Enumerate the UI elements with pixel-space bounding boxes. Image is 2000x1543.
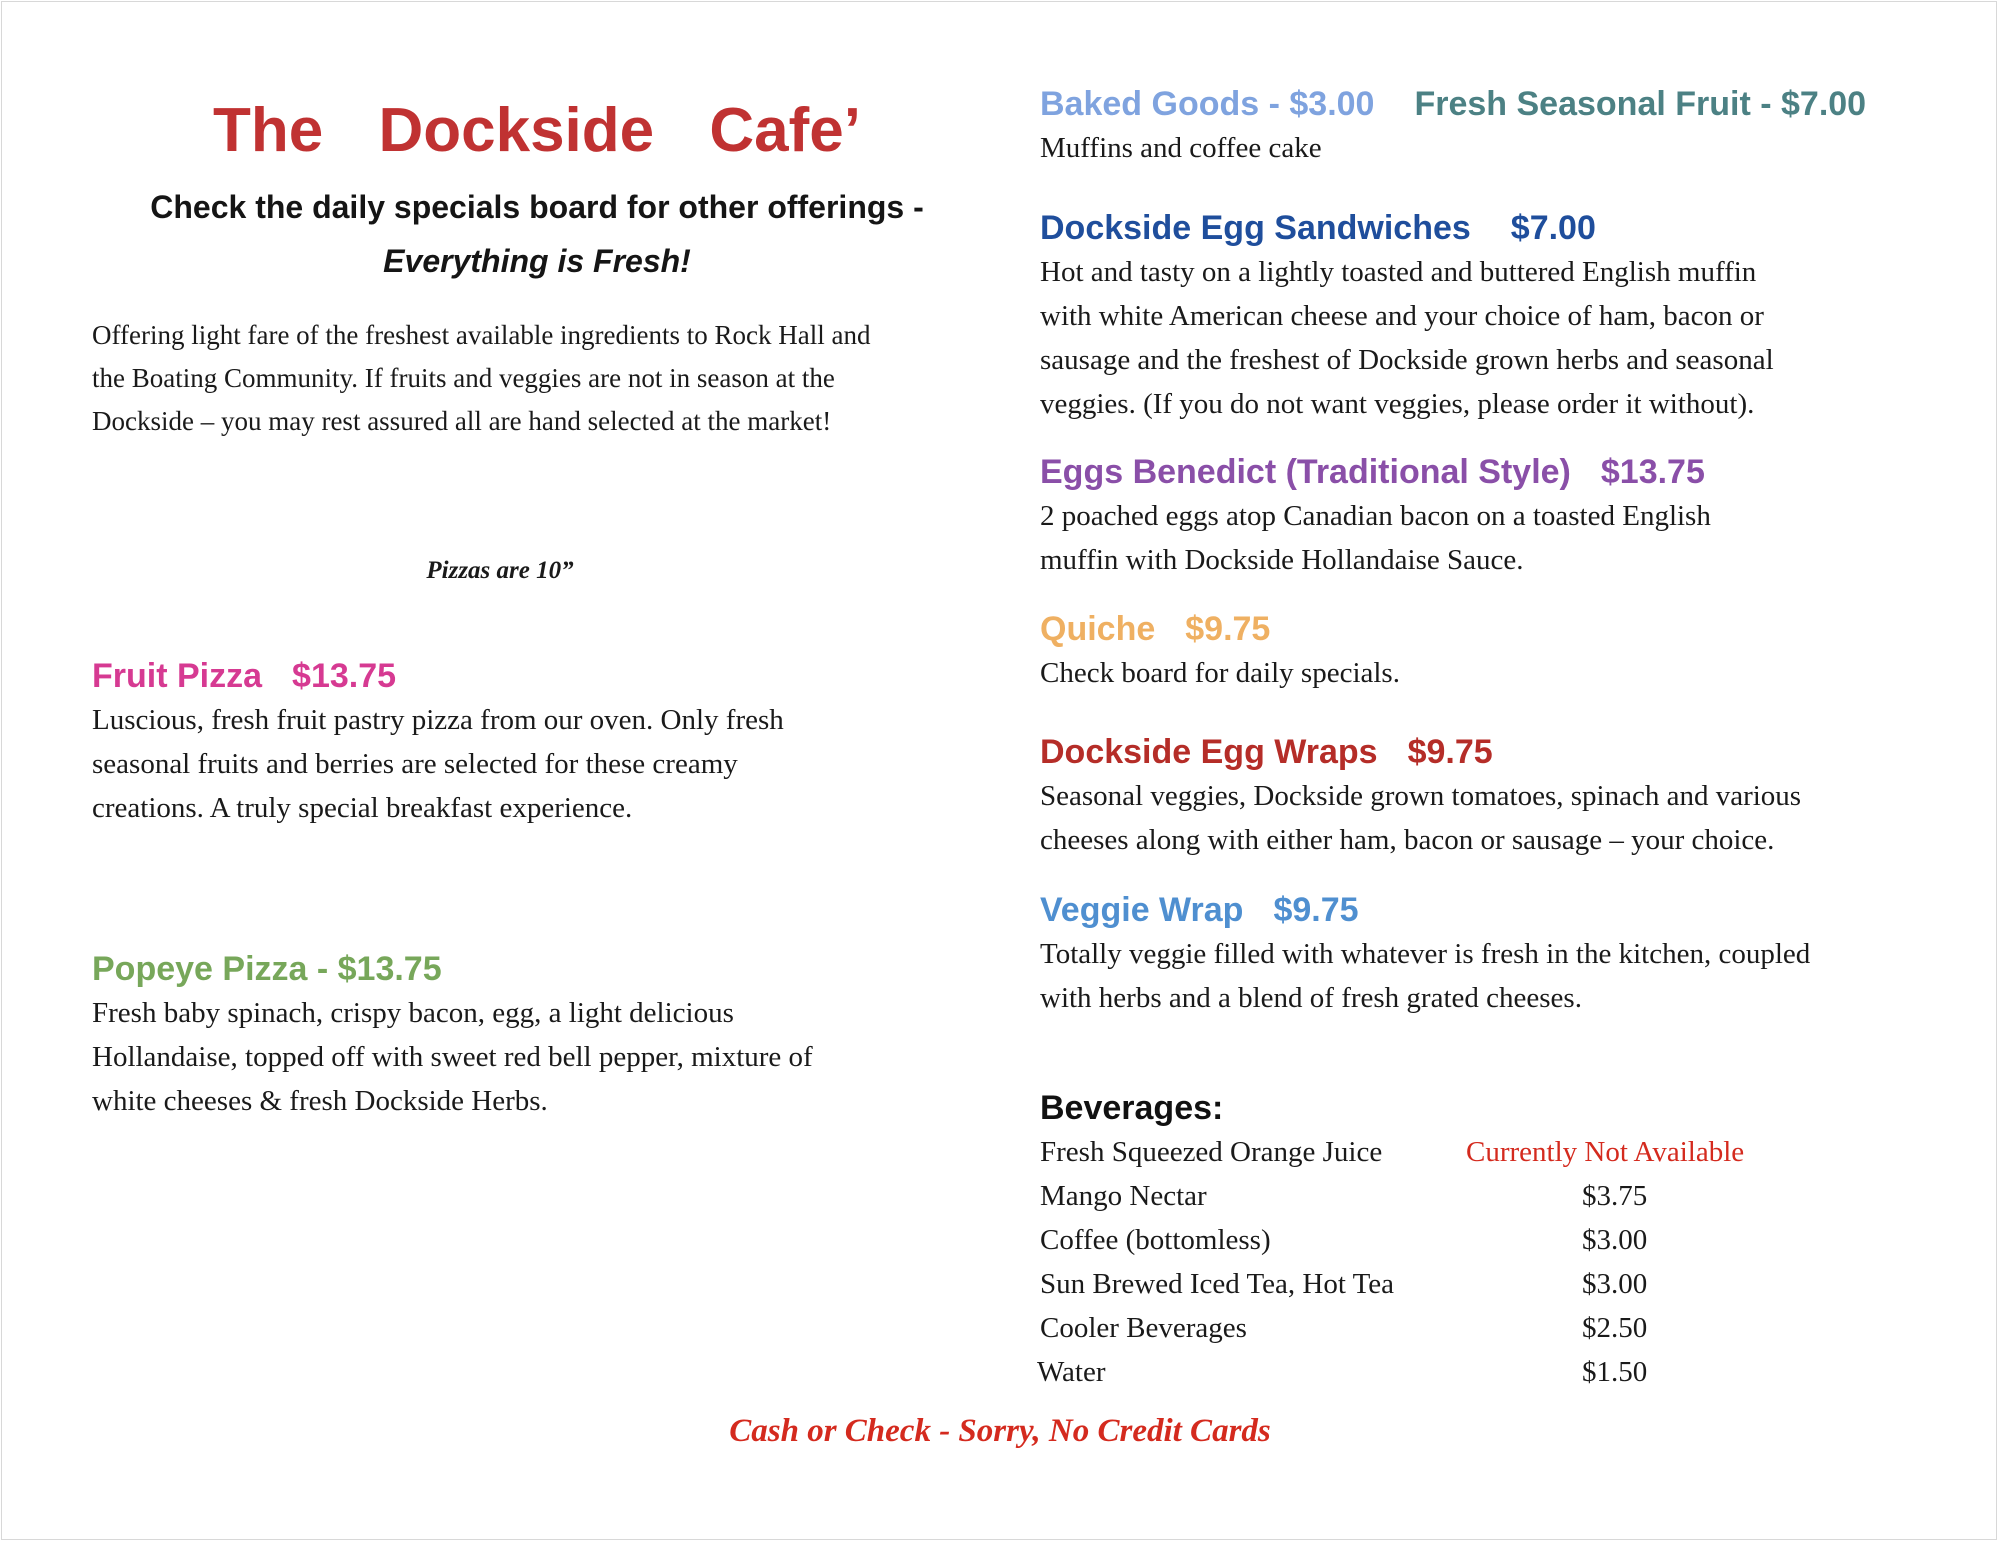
desc-line: Hollandaise, topped off with sweet red bell pepper, mixture of xyxy=(92,1041,813,1073)
item-name: Quiche xyxy=(1040,610,1156,648)
seasonal-fruit-title: Fresh Seasonal Fruit - $7.00 xyxy=(1414,85,1867,123)
item-price: $13.75 xyxy=(1600,453,1705,491)
intro-paragraph xyxy=(92,314,992,443)
desc-line: Luscious, fresh fruit pastry pizza from our oven. Only fresh xyxy=(92,704,784,736)
item-description xyxy=(1040,250,1940,426)
beverage-row xyxy=(1040,1262,1940,1306)
desc-line: Hot and tasty on a lightly toasted and buttered English muffin xyxy=(1040,256,1757,288)
cafe-title: The Dockside Cafe’ xyxy=(213,96,861,165)
desc-line: Fresh baby spinach, crispy bacon, egg, a light delicious xyxy=(92,997,734,1029)
intro-line: the Boating Community. If fruits and veggies are not in season at the xyxy=(92,363,835,393)
beverage-price: $3.00 xyxy=(1582,1224,1648,1256)
menu-item-popeye-pizza xyxy=(92,947,992,1123)
specials-note: Check the daily specials board for other offerings - xyxy=(150,189,924,225)
intro-line: Offering light fare of the freshest available ingredients to Rock Hall and xyxy=(92,320,871,350)
desc-line: Check board for daily specials. xyxy=(1040,657,1400,689)
item-heading xyxy=(92,654,992,698)
desc-line: 2 poached eggs atop Canadian bacon on a toasted English xyxy=(1040,500,1711,532)
item-heading xyxy=(1040,82,1940,126)
item-description xyxy=(92,991,992,1123)
menu-item-baked-goods xyxy=(1040,82,1940,170)
menu-item-quiche xyxy=(1040,607,1940,695)
item-description: Muffins and coffee cake xyxy=(1040,132,1322,164)
beverage-name: Mango Nectar xyxy=(1040,1180,1207,1212)
item-price: $9.75 xyxy=(1185,610,1271,648)
item-price: $7.00 xyxy=(1510,209,1596,247)
item-description xyxy=(1040,651,1940,695)
beverages-title: Beverages: xyxy=(1040,1089,1224,1127)
payment-note: Cash or Check - Sorry, No Credit Cards xyxy=(729,1413,1271,1449)
item-price: $9.75 xyxy=(1273,891,1359,929)
item-heading xyxy=(1040,206,1940,250)
menu-item-fruit-pizza xyxy=(92,654,992,830)
beverage-price: $2.50 xyxy=(1582,1312,1648,1344)
item-heading: Popeye Pizza - $13.75 xyxy=(92,950,442,988)
beverage-row xyxy=(1040,1130,1940,1174)
item-description xyxy=(1040,494,1940,582)
pizza-size-note: Pizzas are 10” xyxy=(426,557,574,584)
intro-line: Dockside – you may rest assured all are hand selected at the market! xyxy=(92,406,832,436)
item-heading xyxy=(1040,450,1940,494)
menu-item-veggie-wrap xyxy=(1040,888,1940,1020)
item-description xyxy=(92,698,992,830)
beverage-name: Fresh Squeezed Orange Juice xyxy=(1040,1136,1383,1168)
baked-goods-title: Baked Goods - $3.00 xyxy=(1040,85,1375,123)
item-price: $13.75 xyxy=(292,657,397,695)
desc-line: with white American cheese and your choice of ham, bacon or xyxy=(1040,300,1764,332)
desc-line: Seasonal veggies, Dockside grown tomatoes, spinach and various xyxy=(1040,780,1802,812)
menu-item-egg-wraps xyxy=(1040,730,1940,862)
desc-line: Totally veggie filled with whatever is fresh in the kitchen, coupled xyxy=(1040,938,1811,970)
beverage-name: Sun Brewed Iced Tea, Hot Tea xyxy=(1040,1268,1395,1300)
beverage-price: $3.00 xyxy=(1582,1268,1648,1300)
menu-item-egg-sandwiches xyxy=(1040,206,1940,426)
desc-line: muffin with Dockside Hollandaise Sauce. xyxy=(1040,544,1524,576)
item-description xyxy=(1040,774,1940,862)
item-heading xyxy=(1040,888,1940,932)
item-description xyxy=(1040,932,1940,1020)
beverage-price: $3.75 xyxy=(1582,1180,1648,1212)
beverage-price: $1.50 xyxy=(1582,1356,1648,1388)
desc-line: with herbs and a blend of fresh grated cheeses. xyxy=(1040,982,1582,1014)
item-heading xyxy=(1040,730,1940,774)
item-heading xyxy=(1040,607,1940,651)
item-name: Dockside Egg Sandwiches xyxy=(1040,209,1471,247)
beverage-row xyxy=(1040,1174,1940,1218)
beverage-name: Cooler Beverages xyxy=(1040,1312,1247,1344)
desc-line: veggies. (If you do not want veggies, please order it without). xyxy=(1040,388,1755,420)
item-name: Veggie Wrap xyxy=(1040,891,1244,929)
beverage-row xyxy=(1037,1350,1940,1394)
desc-line: white cheeses & fresh Dockside Herbs. xyxy=(92,1085,548,1117)
availability-status: Currently Not Available xyxy=(1466,1136,1745,1168)
beverage-name: Water xyxy=(1037,1356,1106,1388)
item-name: Fruit Pizza xyxy=(92,657,263,695)
desc-line: creations. A truly special breakfast experience. xyxy=(92,792,633,824)
item-price: $9.75 xyxy=(1407,733,1493,771)
desc-line: sausage and the freshest of Dockside grown herbs and seasonal xyxy=(1040,344,1774,376)
item-name: Dockside Egg Wraps xyxy=(1040,733,1378,771)
desc-line: seasonal fruits and berries are selected for these creamy xyxy=(92,748,738,780)
item-name: Eggs Benedict (Traditional Style) xyxy=(1040,453,1571,491)
tagline: Everything is Fresh! xyxy=(383,243,691,279)
desc-line: cheeses along with either ham, bacon or sausage – your choice. xyxy=(1040,824,1775,856)
beverage-row xyxy=(1040,1218,1940,1262)
beverages-section xyxy=(1037,1086,1940,1394)
beverage-name: Coffee (bottomless) xyxy=(1040,1224,1271,1256)
beverage-row xyxy=(1040,1306,1940,1350)
menu-item-eggs-benedict xyxy=(1040,450,1940,582)
